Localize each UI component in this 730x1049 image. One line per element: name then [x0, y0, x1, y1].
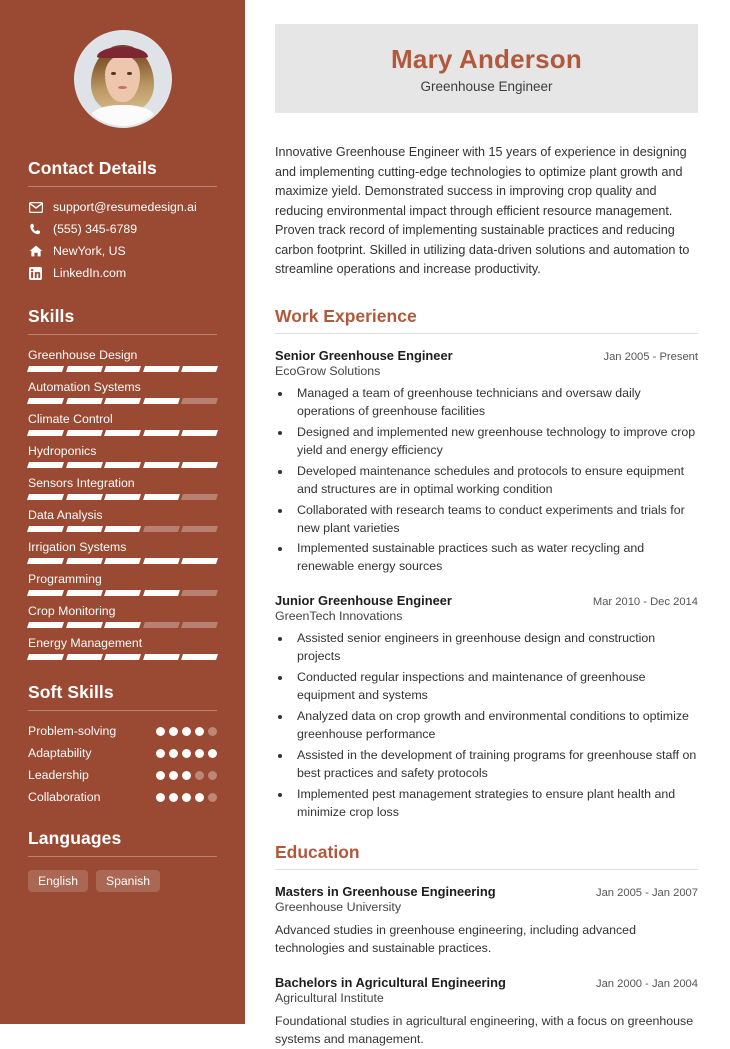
soft-skill-rating	[156, 727, 217, 736]
work-experience-heading: Work Experience	[275, 305, 417, 326]
rating-dot	[156, 771, 165, 780]
education-section	[275, 842, 698, 1049]
divider	[28, 334, 217, 335]
skill-bar-segment	[66, 462, 103, 468]
skill-item	[28, 476, 217, 500]
skill-bar-segment	[27, 654, 64, 660]
skill-bar-segment	[27, 398, 64, 404]
rating-dot	[208, 793, 217, 802]
rating-dot	[169, 771, 178, 780]
summary-text: Innovative Greenhouse Engineer with 15 years of experience in designing and implementing cutting-edge technologies to optimize plant growth and maximize yield. Demonstrated success in improving crop quality and reducing environmental impact through efficient resource management. Proven track record of implementing sustainable practices and reducing carbon footprint. Skilled in utilizing data-driven solutions and automation to streamline operations and increase productivity.	[275, 145, 690, 277]
work-bullet: • Managed a team of greenhouse technicians and oversaw daily operations of greenhouse facilities	[292, 385, 698, 421]
skill-item	[28, 348, 217, 372]
skill-bar-segment	[104, 494, 141, 500]
skill-item	[28, 412, 217, 436]
rating-dot	[182, 793, 191, 802]
rating-dot	[208, 727, 217, 736]
skill-label: Crop Monitoring	[28, 604, 116, 618]
skill-bar-segment	[181, 494, 218, 500]
education-description: Advanced studies in greenhouse engineering, including advanced technologies and sustainable practices.	[275, 923, 636, 956]
soft-skill-label: Leadership	[28, 768, 89, 782]
contact-value: (555) 345-6789	[53, 222, 138, 236]
skill-bar-segment	[66, 526, 103, 532]
work-bullet: • Developed maintenance schedules and protocols to ensure equipment and structures are in optimal working condition	[292, 463, 698, 499]
education-school: Greenhouse University	[275, 900, 402, 915]
skill-bar-segment	[143, 366, 180, 372]
skill-bar-segment	[143, 558, 180, 564]
skill-label: Energy Management	[28, 636, 143, 650]
skill-bar-segment	[181, 366, 218, 372]
skill-bar-segment	[27, 558, 64, 564]
languages-section	[0, 828, 245, 892]
skill-bar-segment	[27, 430, 64, 436]
skill-bar-segment	[104, 558, 141, 564]
skill-label: Data Analysis	[28, 508, 103, 522]
education-entry-header	[275, 884, 698, 899]
education-entry-header	[275, 975, 698, 990]
languages-heading: Languages	[28, 828, 122, 848]
phone-icon	[28, 223, 43, 236]
work-bullet-list	[292, 385, 698, 577]
skills-heading: Skills	[28, 306, 75, 326]
skill-item	[28, 444, 217, 468]
skill-bar-segment	[27, 590, 64, 596]
education-entry	[275, 884, 698, 958]
skill-label: Hydroponics	[28, 444, 97, 458]
soft-skill-rating	[156, 771, 217, 780]
skill-item	[28, 604, 217, 628]
work-dates: Jan 2005 - Present	[603, 350, 698, 363]
skill-bar-segment	[66, 590, 103, 596]
skill-bar-segment	[181, 654, 218, 660]
skill-bar-segment	[104, 622, 141, 628]
soft-skill-label: Collaboration	[28, 790, 101, 804]
skill-label: Irrigation Systems	[28, 540, 127, 554]
skill-bar-segment	[66, 398, 103, 404]
skill-bar-segment	[181, 590, 218, 596]
rating-dot	[169, 749, 178, 758]
work-bullet: • Implemented pest management strategies to ensure plant health and minimize crop loss	[292, 786, 698, 822]
skill-label: Climate Control	[28, 412, 113, 426]
skill-bar-segment	[181, 526, 218, 532]
skill-bar-segment	[104, 462, 141, 468]
work-company: GreenTech Innovations	[275, 609, 403, 624]
skill-bar-segment	[66, 430, 103, 436]
skill-bar-segment	[27, 526, 64, 532]
skill-rating-bar	[28, 430, 217, 436]
rating-dot	[182, 727, 191, 736]
rating-dot	[169, 727, 178, 736]
rating-dot	[169, 793, 178, 802]
skill-item	[28, 380, 217, 404]
contact-value: support@resumedesign.ai	[53, 200, 197, 214]
skill-bar-segment	[27, 366, 64, 372]
soft-skill-item	[28, 724, 217, 738]
skill-bar-segment	[104, 654, 141, 660]
work-entry	[275, 348, 698, 577]
soft-skill-item	[28, 746, 217, 760]
work-dates: Mar 2010 - Dec 2014	[592, 596, 698, 609]
job-title: Greenhouse Engineer	[420, 79, 553, 94]
rating-dot	[156, 793, 165, 802]
main-content	[245, 0, 730, 1047]
education-degree: Bachelors in Agricultural Engineering	[275, 975, 506, 991]
skill-bar-segment	[143, 590, 180, 596]
sidebar	[0, 0, 245, 1024]
soft-skills-heading: Soft Skills	[28, 682, 114, 702]
language-tag[interactable]: Spanish	[96, 870, 160, 892]
skill-bar-segment	[104, 398, 141, 404]
skill-bar-segment	[66, 654, 103, 660]
rating-dot	[182, 771, 191, 780]
education-entry-list	[275, 884, 698, 1049]
rating-dot	[195, 749, 204, 758]
work-bullet: • Assisted in the development of training programs for greenhouse staff on best practices and safety protocols	[292, 747, 698, 783]
skill-bar-segment	[66, 494, 103, 500]
work-bullet: • Conducted regular inspections and maintenance of greenhouse equipment and systems	[292, 669, 698, 705]
education-school: Agricultural Institute	[275, 991, 384, 1006]
divider	[275, 869, 698, 870]
avatar	[74, 30, 172, 128]
envelope-icon	[28, 202, 43, 213]
work-entry-header	[275, 348, 698, 363]
skill-bar-segment	[143, 526, 180, 532]
education-heading: Education	[275, 842, 360, 863]
work-role: Senior Greenhouse Engineer	[275, 347, 453, 363]
skill-bar-segment	[104, 366, 141, 372]
avatar-container	[0, 30, 245, 128]
skill-rating-bar	[28, 366, 217, 372]
contact-item-location[interactable]	[28, 244, 217, 258]
skill-bar-segment	[143, 494, 180, 500]
soft-skill-rating	[156, 793, 217, 802]
work-role: Junior Greenhouse Engineer	[275, 593, 452, 609]
work-bullet: • Analyzed data on crop growth and environmental conditions to optimize greenhouse performance	[292, 708, 698, 744]
soft-skill-rating	[156, 749, 217, 758]
skill-bar-segment	[143, 430, 180, 436]
soft-skills-section	[0, 682, 245, 804]
work-experience-section	[275, 306, 698, 823]
skill-rating-bar	[28, 558, 217, 564]
skill-label: Sensors Integration	[28, 476, 135, 490]
skill-bar-segment	[143, 462, 180, 468]
name-card	[275, 24, 698, 113]
skill-bar-segment	[143, 622, 180, 628]
work-bullet: • Assisted senior engineers in greenhouse design and construction projects	[292, 630, 698, 666]
skill-rating-bar	[28, 654, 217, 660]
soft-skills-list	[28, 724, 217, 804]
work-bullet: • Designed and implemented new greenhouse technology to improve crop yield and energy efficiency	[292, 424, 698, 460]
skill-label: Greenhouse Design	[28, 348, 138, 362]
rating-dot	[208, 771, 217, 780]
education-dates: Jan 2000 - Jan 2004	[595, 978, 698, 991]
skill-rating-bar	[28, 462, 217, 468]
skill-bar-segment	[181, 398, 218, 404]
contact-list	[28, 200, 217, 280]
rating-dot	[195, 771, 204, 780]
skill-bar-segment	[181, 462, 218, 468]
language-tag-list	[28, 870, 217, 892]
skill-rating-bar	[28, 622, 217, 628]
skill-rating-bar	[28, 526, 217, 532]
skill-bar-segment	[66, 366, 103, 372]
skill-bar-segment	[66, 558, 103, 564]
soft-skill-item	[28, 768, 217, 782]
skill-bar-segment	[143, 398, 180, 404]
rating-dot	[208, 749, 217, 758]
contact-value: LinkedIn.com	[53, 266, 127, 280]
rating-dot	[156, 749, 165, 758]
skill-bar-segment	[181, 430, 218, 436]
page-title: Mary Anderson	[391, 44, 582, 74]
contact-value: NewYork, US	[53, 244, 126, 258]
rating-dot	[156, 727, 165, 736]
skill-bar-segment	[181, 622, 218, 628]
contact-item-email[interactable]	[28, 200, 217, 214]
rating-dot	[195, 793, 204, 802]
work-bullet-list	[292, 630, 698, 822]
soft-skill-item	[28, 790, 217, 804]
skill-bar-segment	[27, 462, 64, 468]
skill-bar-segment	[27, 494, 64, 500]
rating-dot	[195, 727, 204, 736]
skill-item	[28, 540, 217, 564]
soft-skill-label: Adaptability	[28, 746, 92, 760]
divider	[275, 333, 698, 334]
work-bullet: • Collaborated with research teams to conduct experiments and trials for new plant varieties	[292, 502, 698, 538]
skill-label: Programming	[28, 572, 102, 586]
skill-bar-segment	[66, 622, 103, 628]
skill-rating-bar	[28, 398, 217, 404]
skill-item	[28, 508, 217, 532]
skills-section	[0, 306, 245, 660]
work-entry-list	[275, 348, 698, 823]
work-entry-header	[275, 593, 698, 608]
soft-skill-label: Problem-solving	[28, 724, 117, 738]
education-entry	[275, 975, 698, 1049]
linkedin-icon	[28, 267, 43, 280]
skill-bar-segment	[104, 590, 141, 596]
home-icon	[28, 245, 43, 257]
language-tag[interactable]: English	[28, 870, 88, 892]
skill-rating-bar	[28, 494, 217, 500]
divider	[28, 856, 217, 857]
skills-list	[28, 348, 217, 660]
work-entry	[275, 593, 698, 822]
skill-label: Automation Systems	[28, 380, 141, 394]
divider	[28, 710, 217, 711]
education-description: Foundational studies in agricultural engineering, with a focus on greenhouse systems and management.	[275, 1014, 694, 1047]
skill-rating-bar	[28, 590, 217, 596]
skill-bar-segment	[27, 622, 64, 628]
work-bullet: • Implemented sustainable practices such as water recycling and renewable energy sources	[292, 540, 698, 576]
education-dates: Jan 2005 - Jan 2007	[595, 887, 698, 900]
skill-bar-segment	[181, 558, 218, 564]
contact-details-section	[0, 158, 245, 280]
rating-dot	[182, 749, 191, 758]
contact-item-linkedin[interactable]	[28, 266, 217, 280]
divider	[28, 186, 217, 187]
work-company: EcoGrow Solutions	[275, 363, 381, 378]
skill-bar-segment	[143, 654, 180, 660]
skill-bar-segment	[104, 526, 141, 532]
contact-details-heading: Contact Details	[28, 158, 157, 178]
skill-item	[28, 636, 217, 660]
education-degree: Masters in Greenhouse Engineering	[275, 884, 496, 900]
skill-item	[28, 572, 217, 596]
skill-bar-segment	[104, 430, 141, 436]
contact-item-phone[interactable]	[28, 222, 217, 236]
